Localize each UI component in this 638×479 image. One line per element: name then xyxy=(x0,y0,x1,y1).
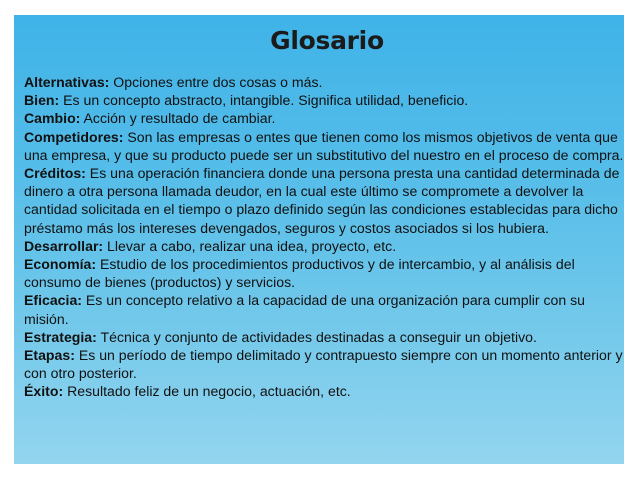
glossary-definition: Técnica y conjunto de actividades destinadas a conseguir un objetivo. xyxy=(96,328,537,345)
glossary-term: Bien: xyxy=(24,92,60,109)
glossary-entry-estrategia xyxy=(24,328,624,346)
glossary-definition: Es un concepto relativo a la capacidad de una organización para cumplir con su misión. xyxy=(24,292,585,327)
glossary-definition: Estudio de los procedimientos productivos y de intercambio, y al análisis del consumo de bienes (productos) y servicios. xyxy=(24,256,575,291)
glossary-entry-eficacia xyxy=(24,291,624,327)
glossary-definition: Resultado feliz de un negocio, actuación, etc. xyxy=(63,383,351,400)
glossary-entry-economia xyxy=(24,255,624,291)
glossary-entry-creditos xyxy=(24,164,624,237)
glossary-entry-bien xyxy=(24,91,624,109)
glossary-definition: Es un período de tiempo delimitado y contrapuesto siempre con un momento anterior y con otro posterior. xyxy=(24,347,623,382)
glossary-definition: Llevar a cabo, realizar una idea, proyecto, etc. xyxy=(103,237,397,254)
glossary-definition: Opciones entre dos cosas o más. xyxy=(109,74,323,90)
glossary-term: Economía: xyxy=(24,256,97,273)
glossary-entry-alternativas xyxy=(24,73,624,91)
glossary-entry-competidores xyxy=(24,128,624,164)
glossary-definition: Es una operación financiera donde una persona presta una cantidad determinada de dinero a otra persona llamada deudor, en la cual este último se compromete a devolver la cantidad solicitada en el tiempo o plazo definido según las condiciones establecidas para dicho préstamo más los intereses devengados, seguros y costos asociados si los hubiera. xyxy=(24,165,620,236)
glossary-term: Eficacia: xyxy=(24,292,82,309)
glossary-term: Etapas: xyxy=(24,347,75,364)
glossary-entry-etapas xyxy=(24,346,624,382)
glossary-list xyxy=(24,73,624,401)
glossary-definition: Acción y resultado de cambiar. xyxy=(80,110,276,127)
glossary-entry-cambio xyxy=(24,109,624,127)
glossary-term: Créditos: xyxy=(24,165,86,182)
glossary-term: Competidores: xyxy=(24,128,124,145)
glossary-definition: Son las empresas o entes que tienen como los mismos objetivos de venta que una empresa, y que su producto puede ser un substitutivo del nuestro en el proceso de compra. xyxy=(24,128,624,163)
glossary-term: Alternativas: xyxy=(24,74,110,90)
glossary-term: Éxito: xyxy=(24,383,64,400)
page-title: Glosario xyxy=(270,26,384,55)
glossary-term: Desarrollar: xyxy=(24,237,104,254)
glossary-entry-desarrollar xyxy=(24,237,624,255)
glossary-term: Estrategia: xyxy=(24,328,97,345)
glossary-term: Cambio: xyxy=(24,110,81,127)
glossary-definition: Es un concepto abstracto, intangible. Significa utilidad, beneficio. xyxy=(59,92,469,109)
glossary-entry-exito xyxy=(24,382,624,400)
